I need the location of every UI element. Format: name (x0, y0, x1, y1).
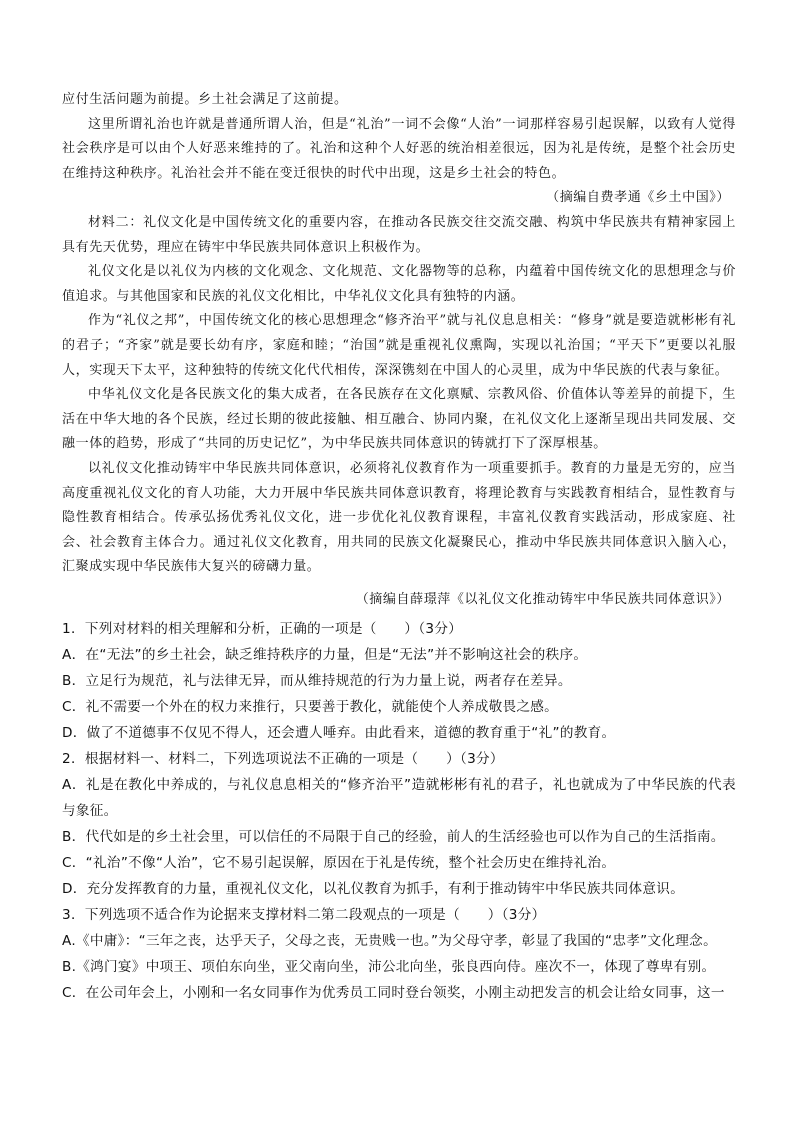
question-1-option-a: A．在“无法”的乡土社会，缺乏维持秩序的力量，但是“无法”并不影响这社会的秩序。 (62, 647, 588, 664)
paragraph-material-one-end: 应付生活问题为前提。乡土社会满足了这前提。 (62, 92, 348, 107)
question-2-option-a: A．礼是在教化中养成的，与礼仪息息相关的“修齐治平”造就彬彬有礼的君子，礼也就成为了中华民族的代表与象征。 (62, 777, 736, 820)
question-2-stem: 2．根据材料一、材料二，下列选项说法不正确的一项是（ ）（3分） (62, 751, 504, 768)
paragraph-xiu-qi-zhi-ping: 作为“礼仪之邦”，中国传统文化的核心思想理念“修齐治平”就与礼仪息息相关：“修身”就是要造就彬彬有礼的君子；“齐家”就是要长幼有序，家庭和睦；“治国”就是重视礼仪熏陶，实现以礼治国；“平天下”更要以礼服人，实现天下太平，这种独特的传统文化代代相传，深深镌刻在中国人的心灵里，成为中华民族的代表与象征。 (62, 313, 736, 378)
question-1-stem: 1．下列对材料的相关理解和分析，正确的一项是（ ）（3分） (62, 621, 463, 638)
paragraph-liyi-definition: 礼仪文化是以礼仪为内核的文化观念、文化规范、文化器物等的总称，内蕴着中国传统文化的思想理念与价值追求。与其他国家和民族的礼仪文化相比，中华礼仪文化具有独特的内涵。 (62, 264, 736, 304)
question-3-option-a: A.《中庸》：“三年之丧，达乎天子，父母之丧，无贵贱一也。”为父母守孝，彰显了我国的“忠孝”文化理念。 (62, 933, 717, 950)
question-2-option-d: D．充分发挥教育的力量，重视礼仪文化，以礼仪教育为抓手，有利于推动铸牢中华民族共同体意识。 (62, 881, 685, 898)
paragraph-liyi-education: 以礼仪文化推动铸牢中华民族共同体意识，必须将礼仪教育作为一项重要抓手。教育的力量是无穷的，应当高度重视礼仪文化的育人功能，大力开展中华民族共同体意识教育，将理论教育与实践教育相结合，显性教育与隐性教育相结合。传承弘扬优秀礼仪文化，进一步优化礼仪教育课程，丰富礼仪教育实践活动，形成家庭、社会、社会教育主体合力。通过礼仪文化教育，用共同的民族文化凝聚民心，推动中华民族共同体意识入脑入心，汇聚成实现中华民族伟大复兴的磅礴力量。 (62, 460, 736, 575)
question-list (62, 616, 736, 1006)
source-citation-1: （摘编自费孝通《乡土中国》） (546, 190, 730, 206)
paragraph-li-zhi: 这里所谓礼治也许就是普通所谓人治，但是“礼治”一词不会像“人治”一词那样容易引起误解，以致有人觉得社会秩序是可以由个人好恶来维持的了。礼治和这种个人好恶的统治相差很远，因为礼是传统，是整个社会历史在维持这种秩序。礼治社会并不能在变迁很快的时代中出现，这是乡土社会的特色。 (62, 116, 736, 181)
question-1-option-c: C．礼不需要一个外在的权力来推行，只要善于教化，就能使个人养成敬畏之感。 (62, 699, 559, 716)
paragraph-ji-da-cheng: 中华礼仪文化是各民族文化的集大成者，在各民族存在文化禀赋、宗教风俗、价值体认等差异的前提下，生活在中华大地的各个民族，经过长期的彼此接触、相互融合、协同内聚，在礼仪文化上逐渐呈现出共同发展、交融一体的趋势，形成了“共同的历史记忆”，为中华民族共同体意识的铸就打下了深厚根基。 (62, 387, 736, 452)
question-1-option-b: B．立足行为规范，礼与法律无异，而从维持规范的行为力量上说，两者存在差异。 (62, 673, 572, 690)
paragraph-material-two-intro: 材料二：礼仪文化是中国传统文化的重要内容，在推动各民族交往交流交融、构筑中华民族共有精神家园上具有先天优势，理应在铸牢中华民族共同体意识上积极作为。 (62, 214, 736, 255)
question-3-option-c: C．在公司年会上，小刚和一名女同事作为优秀员工同时登台领奖，小刚主动把发言的机会让给女同事，这一 (62, 985, 725, 1002)
reading-passage (62, 88, 736, 612)
question-2-option-c: C．“礼治”不像“人治”，它不易引起误解，原因在于礼是传统，整个社会历史在维持礼治。 (62, 855, 616, 872)
question-3-stem: 3．下列选项不适合作为论据来支撑材料二第二段观点的一项是（ ）（3分） (62, 907, 546, 924)
question-1-option-d: D．做了不道德事不仅见不得人，还会遭人唾弃。由此看来，道德的教育重于“礼”的教育。 (62, 725, 616, 742)
question-3-option-b: B.《鸿门宴》中项王、项伯东向坐，亚父南向坐，沛公北向坐，张良西向侍。座次不一，体现了尊卑有别。 (62, 959, 716, 976)
question-2-option-b: B．代代如是的乡土社会里，可以信任的不局限于自己的经验，前人的生活经验也可以作为自己的生活指南。 (62, 829, 725, 846)
source-citation-2: （摘编自薛璟萍《以礼仪文化推动铸牢中华民族共同体意识》） (355, 591, 730, 607)
